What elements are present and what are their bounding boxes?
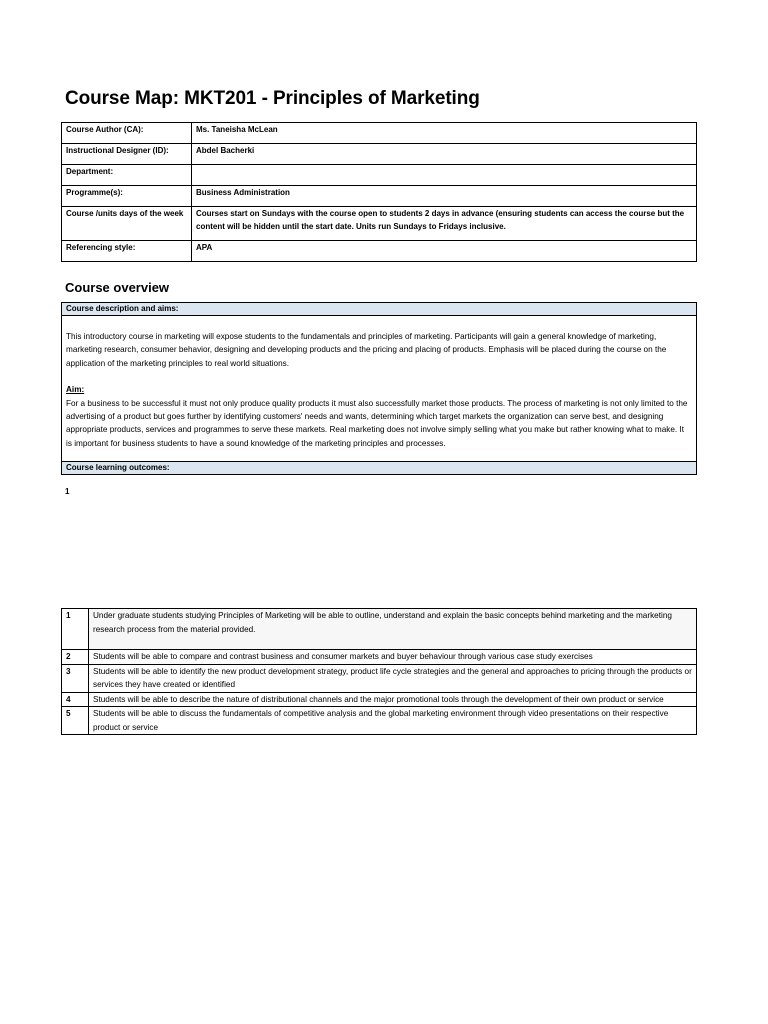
info-row-programme <box>62 186 697 207</box>
aim-text: For a business to be successful it must not only produce quality products it must also successfully market those products. The process of marketing is not only limited to the advertising of a product but goes further by identifying customers' needs and wants, determining which target markets the organization can serve best, and designing appropriate products, services and programmes to serve these markets. Real marketing does not involve simply selling what you make but rather knowing what to make. It is important for business students to have a sound knowledge of the marketing principles and processes. <box>66 398 688 448</box>
outcome-row <box>62 692 697 707</box>
info-value: Abdel Bacherki <box>192 144 697 165</box>
outcome-text: Under graduate students studying Principles of Marketing will be able to outline, understand and explain the basic concepts behind marketing and the marketing research process from the material provided. <box>89 609 697 650</box>
info-value <box>192 165 697 186</box>
course-description-body <box>62 316 696 450</box>
info-row-department <box>62 165 697 186</box>
page-title: Course Map: MKT201 - Principles of Marketing <box>65 88 480 109</box>
outcome-row <box>62 664 697 692</box>
info-value: Ms. Taneisha McLean <box>192 123 697 144</box>
info-label: Course Author (CA): <box>62 123 192 144</box>
info-label: Course /units days of the week <box>62 207 192 241</box>
info-row-referencing <box>62 241 697 262</box>
info-value: Business Administration <box>192 186 697 207</box>
outcome-number: 5 <box>62 707 89 735</box>
info-value: Courses start on Sundays with the course open to students 2 days in advance (ensuring students can access the course but the content will be hidden until the start date. Units run Sundays to Fridays inclusive. <box>192 207 697 241</box>
info-row-units-days <box>62 207 697 241</box>
info-row-author <box>62 123 697 144</box>
course-info-table <box>61 122 697 262</box>
info-label: Programme(s): <box>62 186 192 207</box>
course-description-label: Course description and aims: <box>62 303 696 316</box>
outcome-text: Students will be able to compare and contrast business and consumer markets and buyer behaviour through various case study exercises <box>89 650 697 665</box>
outcome-number: 1 <box>62 609 89 650</box>
outcome-text: Students will be able to discuss the fundamentals of competitive analysis and the global marketing environment through video presentations on their respective product or service <box>89 707 697 735</box>
learning-outcomes-label: Course learning outcomes: <box>62 461 696 474</box>
info-label: Department: <box>62 165 192 186</box>
outcome-row <box>62 609 697 650</box>
outcome-text: Students will be able to describe the nature of distributional channels and the major promotional tools through the development of their own product or service <box>89 692 697 707</box>
info-label: Instructional Designer (ID): <box>62 144 192 165</box>
course-overview-box <box>61 302 697 475</box>
aim-heading: Aim: <box>66 385 85 395</box>
course-intro-text: This introductory course in marketing will expose students to the fundamentals and principles of marketing. Participants will gain a general knowledge of marketing, marketing research, consumer behavior, designing and developing products and the pricing and placing of products. Emphasis will be placed during the course on the application of the marketing principles to real world situations. <box>66 332 667 368</box>
info-row-designer <box>62 144 697 165</box>
outcome-number: 3 <box>62 664 89 692</box>
outcome-number: 2 <box>62 650 89 665</box>
outcome-number: 4 <box>62 692 89 707</box>
outcome-text: Students will be able to identify the new product development strategy, product life cycle strategies and the general and approaches to pricing through the products or services they have created or identified <box>89 664 697 692</box>
footnote-marker: 1 <box>65 487 70 496</box>
info-label: Referencing style: <box>62 241 192 262</box>
course-overview-heading: Course overview <box>65 280 170 295</box>
learning-outcomes-table <box>61 608 697 735</box>
outcome-row <box>62 650 697 665</box>
outcome-row <box>62 707 697 735</box>
info-value: APA <box>192 241 697 262</box>
